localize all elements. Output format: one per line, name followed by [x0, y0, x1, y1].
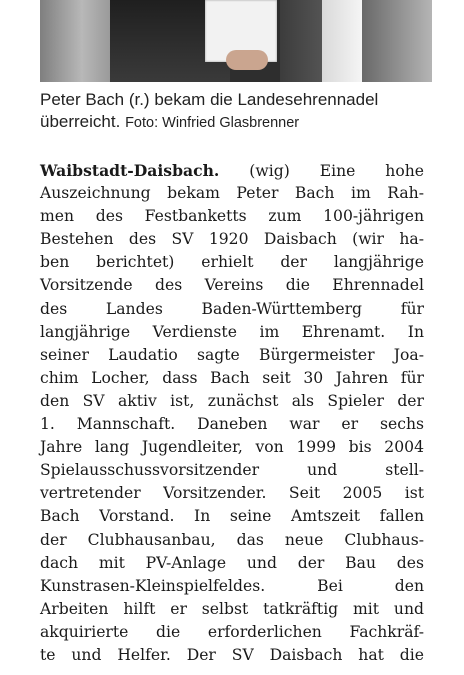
photo-caption — [40, 89, 440, 134]
article-dateline: Waibstadt-Daisbach. — [40, 161, 220, 180]
article-line: Spielausschussvorsitzender und stell- — [40, 461, 424, 480]
news-photo — [40, 0, 432, 82]
caption-text-end: überreicht. — [40, 112, 121, 131]
caption-line-1: Peter Bach (r.) bekam die Landesehrennadel — [40, 90, 379, 109]
photo-hand — [226, 50, 268, 70]
article-line: Kunstrasen-Kleinspielfeldes. Bei den — [40, 576, 424, 595]
photo-background-left — [40, 0, 110, 82]
article-body — [40, 159, 424, 667]
article-line: seiner Laudatio sagte Bürgermeister Joa- — [40, 345, 424, 364]
article-line: men des Festbanketts zum 100-jährigen — [40, 207, 424, 226]
article-first-line — [40, 159, 424, 182]
article-line: Jahre lang Jugendleiter, von 1999 bis 2004 — [40, 438, 424, 457]
article-line: 1. Mannschaft. Daneben war er sechs — [40, 415, 424, 434]
article-first-line-text: (wig) Eine hohe — [249, 162, 424, 180]
article-line: Arbeiten hilft er selbst tatkräftig mit und — [40, 599, 424, 618]
article-line: chim Locher, dass Bach seit 30 Jahren für — [40, 368, 424, 387]
article-line: den SV aktiv ist, zunächst als Spieler der — [40, 391, 424, 410]
article-line: akquirierte die erforderlichen Fachkräf- — [40, 622, 424, 641]
article-line: des Landes Baden-Württemberg für — [40, 299, 424, 318]
article-line: ben berichtet) erhielt der langjährige — [40, 253, 424, 272]
article-line: Auszeichnung bekam Peter Bach im Rah- — [40, 184, 424, 203]
article-line: Bestehen des SV 1920 Daisbach (wir ha- — [40, 230, 424, 249]
article-line: dach mit PV-Anlage und der Bau des — [40, 553, 424, 572]
article-line: der Clubhausanbau, das neue Clubhaus- — [40, 530, 424, 549]
article-line: te und Helfer. Der SV Daisbach hat die — [40, 645, 424, 664]
article-line: langjährige Verdienste im Ehrenamt. In — [40, 322, 424, 341]
photo-shirt — [322, 0, 362, 82]
article-line: Vorsitzende des Vereins die Ehrennadel — [40, 276, 424, 295]
caption-line-2 — [40, 111, 440, 134]
photo-credit: Foto: Winfried Glasbrenner — [125, 115, 300, 131]
article-line: vertretender Vorsitzender. Seit 2005 ist — [40, 484, 424, 503]
article-line: Bach Vorstand. In seine Amtszeit fallen — [40, 507, 424, 526]
